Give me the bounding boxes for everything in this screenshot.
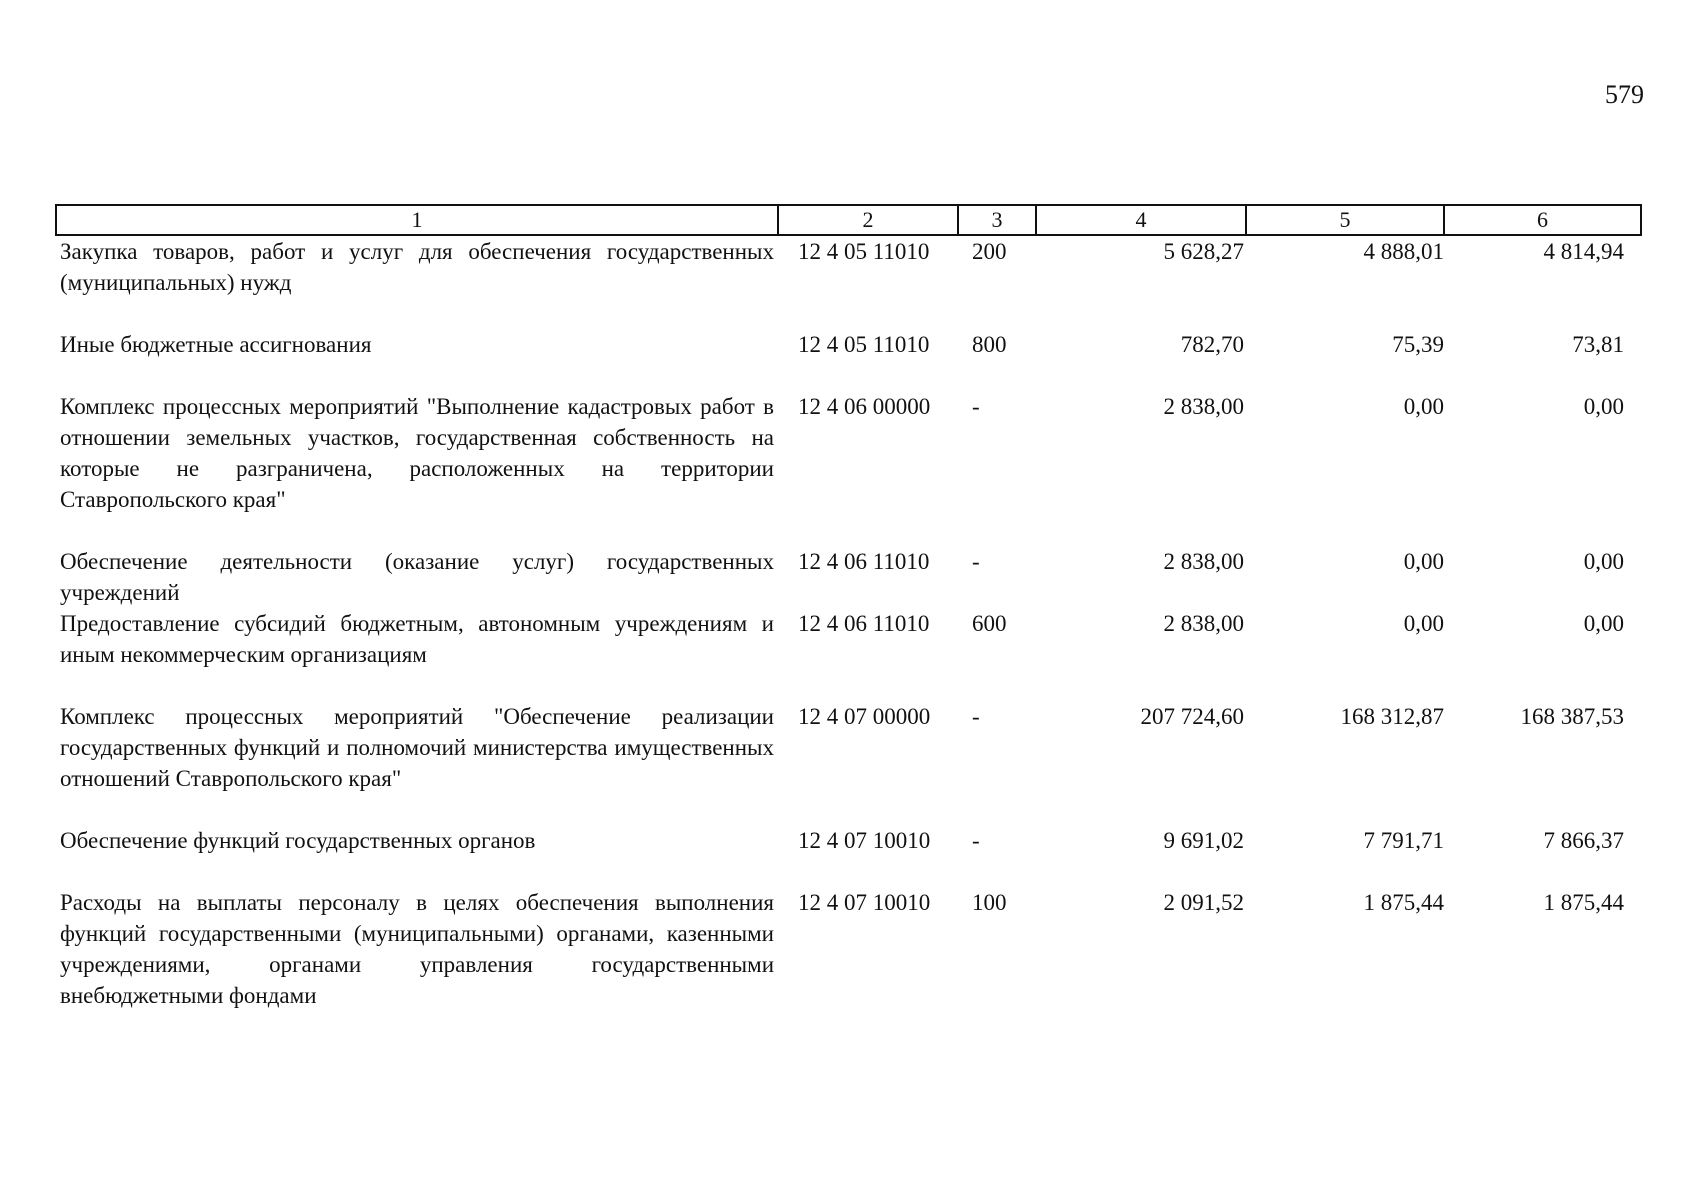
row-value-6: 0,00 — [1583, 549, 1624, 574]
table-row — [56, 546, 1641, 608]
row-code: 12 4 06 11010 — [798, 549, 930, 574]
row-value-5: 4 888,01 — [1363, 239, 1444, 264]
header-col-5: 5 — [1246, 205, 1444, 235]
row-value-4: 5 628,27 — [1163, 239, 1244, 264]
header-col-1: 1 — [56, 205, 778, 235]
row-type: 600 — [972, 611, 1007, 636]
row-code: 12 4 05 11010 — [798, 332, 930, 357]
row-value-5: 0,00 — [1403, 549, 1444, 574]
header-row — [56, 205, 1641, 235]
row-value-4: 2 838,00 — [1163, 394, 1244, 419]
row-description: Комплекс процессных мероприятий "Выполнение кадастровых работ в отношении земельных участков, государственная собственность на которые не разграничена, расположенных на территории Ставропольского края" — [60, 394, 774, 512]
table-header — [56, 205, 1641, 235]
budget-table — [55, 204, 1642, 1011]
row-value-6: 7 866,37 — [1543, 828, 1624, 853]
header-col-3: 3 — [958, 205, 1036, 235]
table-row — [56, 608, 1641, 701]
row-code: 12 4 06 00000 — [798, 394, 931, 419]
row-code: 12 4 07 10010 — [798, 890, 931, 915]
row-type: - — [972, 828, 980, 853]
row-value-5: 0,00 — [1403, 611, 1444, 636]
budget-table-container — [55, 204, 1640, 1011]
row-value-6: 1 875,44 — [1543, 890, 1624, 915]
row-value-6: 0,00 — [1583, 394, 1624, 419]
page-number: 579 — [1605, 80, 1644, 109]
table-row — [56, 329, 1641, 391]
row-value-5: 75,39 — [1392, 332, 1444, 357]
row-code: 12 4 05 11010 — [798, 239, 930, 264]
row-description: Обеспечение функций государственных органов — [60, 828, 536, 853]
row-type: - — [972, 549, 980, 574]
row-value-4: 207 724,60 — [1140, 704, 1244, 729]
row-value-6: 73,81 — [1572, 332, 1624, 357]
row-code: 12 4 07 00000 — [798, 704, 931, 729]
row-value-6: 0,00 — [1583, 611, 1624, 636]
row-value-5: 168 312,87 — [1340, 704, 1444, 729]
row-type: 200 — [972, 239, 1007, 264]
row-description: Расходы на выплаты персоналу в целях обеспечения выполнения функций государственными (муниципальными) органами, казенными учреждениями, органами управления государственными внебюджетными фондами — [60, 890, 774, 1008]
row-value-4: 9 691,02 — [1163, 828, 1244, 853]
row-value-5: 1 875,44 — [1363, 890, 1444, 915]
row-value-6: 168 387,53 — [1520, 704, 1624, 729]
row-description: Закупка товаров, работ и услуг для обеспечения государственных (муниципальных) нужд — [60, 239, 774, 295]
row-description: Иные бюджетные ассигнования — [60, 332, 372, 357]
table-row — [56, 235, 1641, 329]
table-row — [56, 887, 1641, 1011]
row-code: 12 4 06 11010 — [798, 611, 930, 636]
row-type: 100 — [972, 890, 1007, 915]
table-body — [56, 235, 1641, 1011]
header-col-6: 6 — [1444, 205, 1641, 235]
row-type: 800 — [972, 332, 1007, 357]
row-value-6: 4 814,94 — [1543, 239, 1624, 264]
row-value-4: 2 091,52 — [1163, 890, 1244, 915]
header-col-2: 2 — [778, 205, 958, 235]
row-value-5: 0,00 — [1403, 394, 1444, 419]
table-row — [56, 701, 1641, 825]
row-value-4: 782,70 — [1180, 332, 1244, 357]
row-description: Обеспечение деятельности (оказание услуг) государственных учреждений — [60, 549, 774, 605]
row-type: - — [972, 704, 980, 729]
row-type: - — [972, 394, 980, 419]
row-value-5: 7 791,71 — [1363, 828, 1444, 853]
row-value-4: 2 838,00 — [1163, 611, 1244, 636]
header-col-4: 4 — [1036, 205, 1246, 235]
row-value-4: 2 838,00 — [1163, 549, 1244, 574]
row-description: Комплекс процессных мероприятий "Обеспечение реализации государственных функций и полномочий министерства имущественных отношений Ставропольского края" — [60, 704, 774, 791]
row-description: Предоставление субсидий бюджетным, автономным учреждениям и иным некоммерческим организациям — [60, 611, 774, 667]
row-code: 12 4 07 10010 — [798, 828, 931, 853]
table-row — [56, 391, 1641, 546]
table-row — [56, 825, 1641, 887]
